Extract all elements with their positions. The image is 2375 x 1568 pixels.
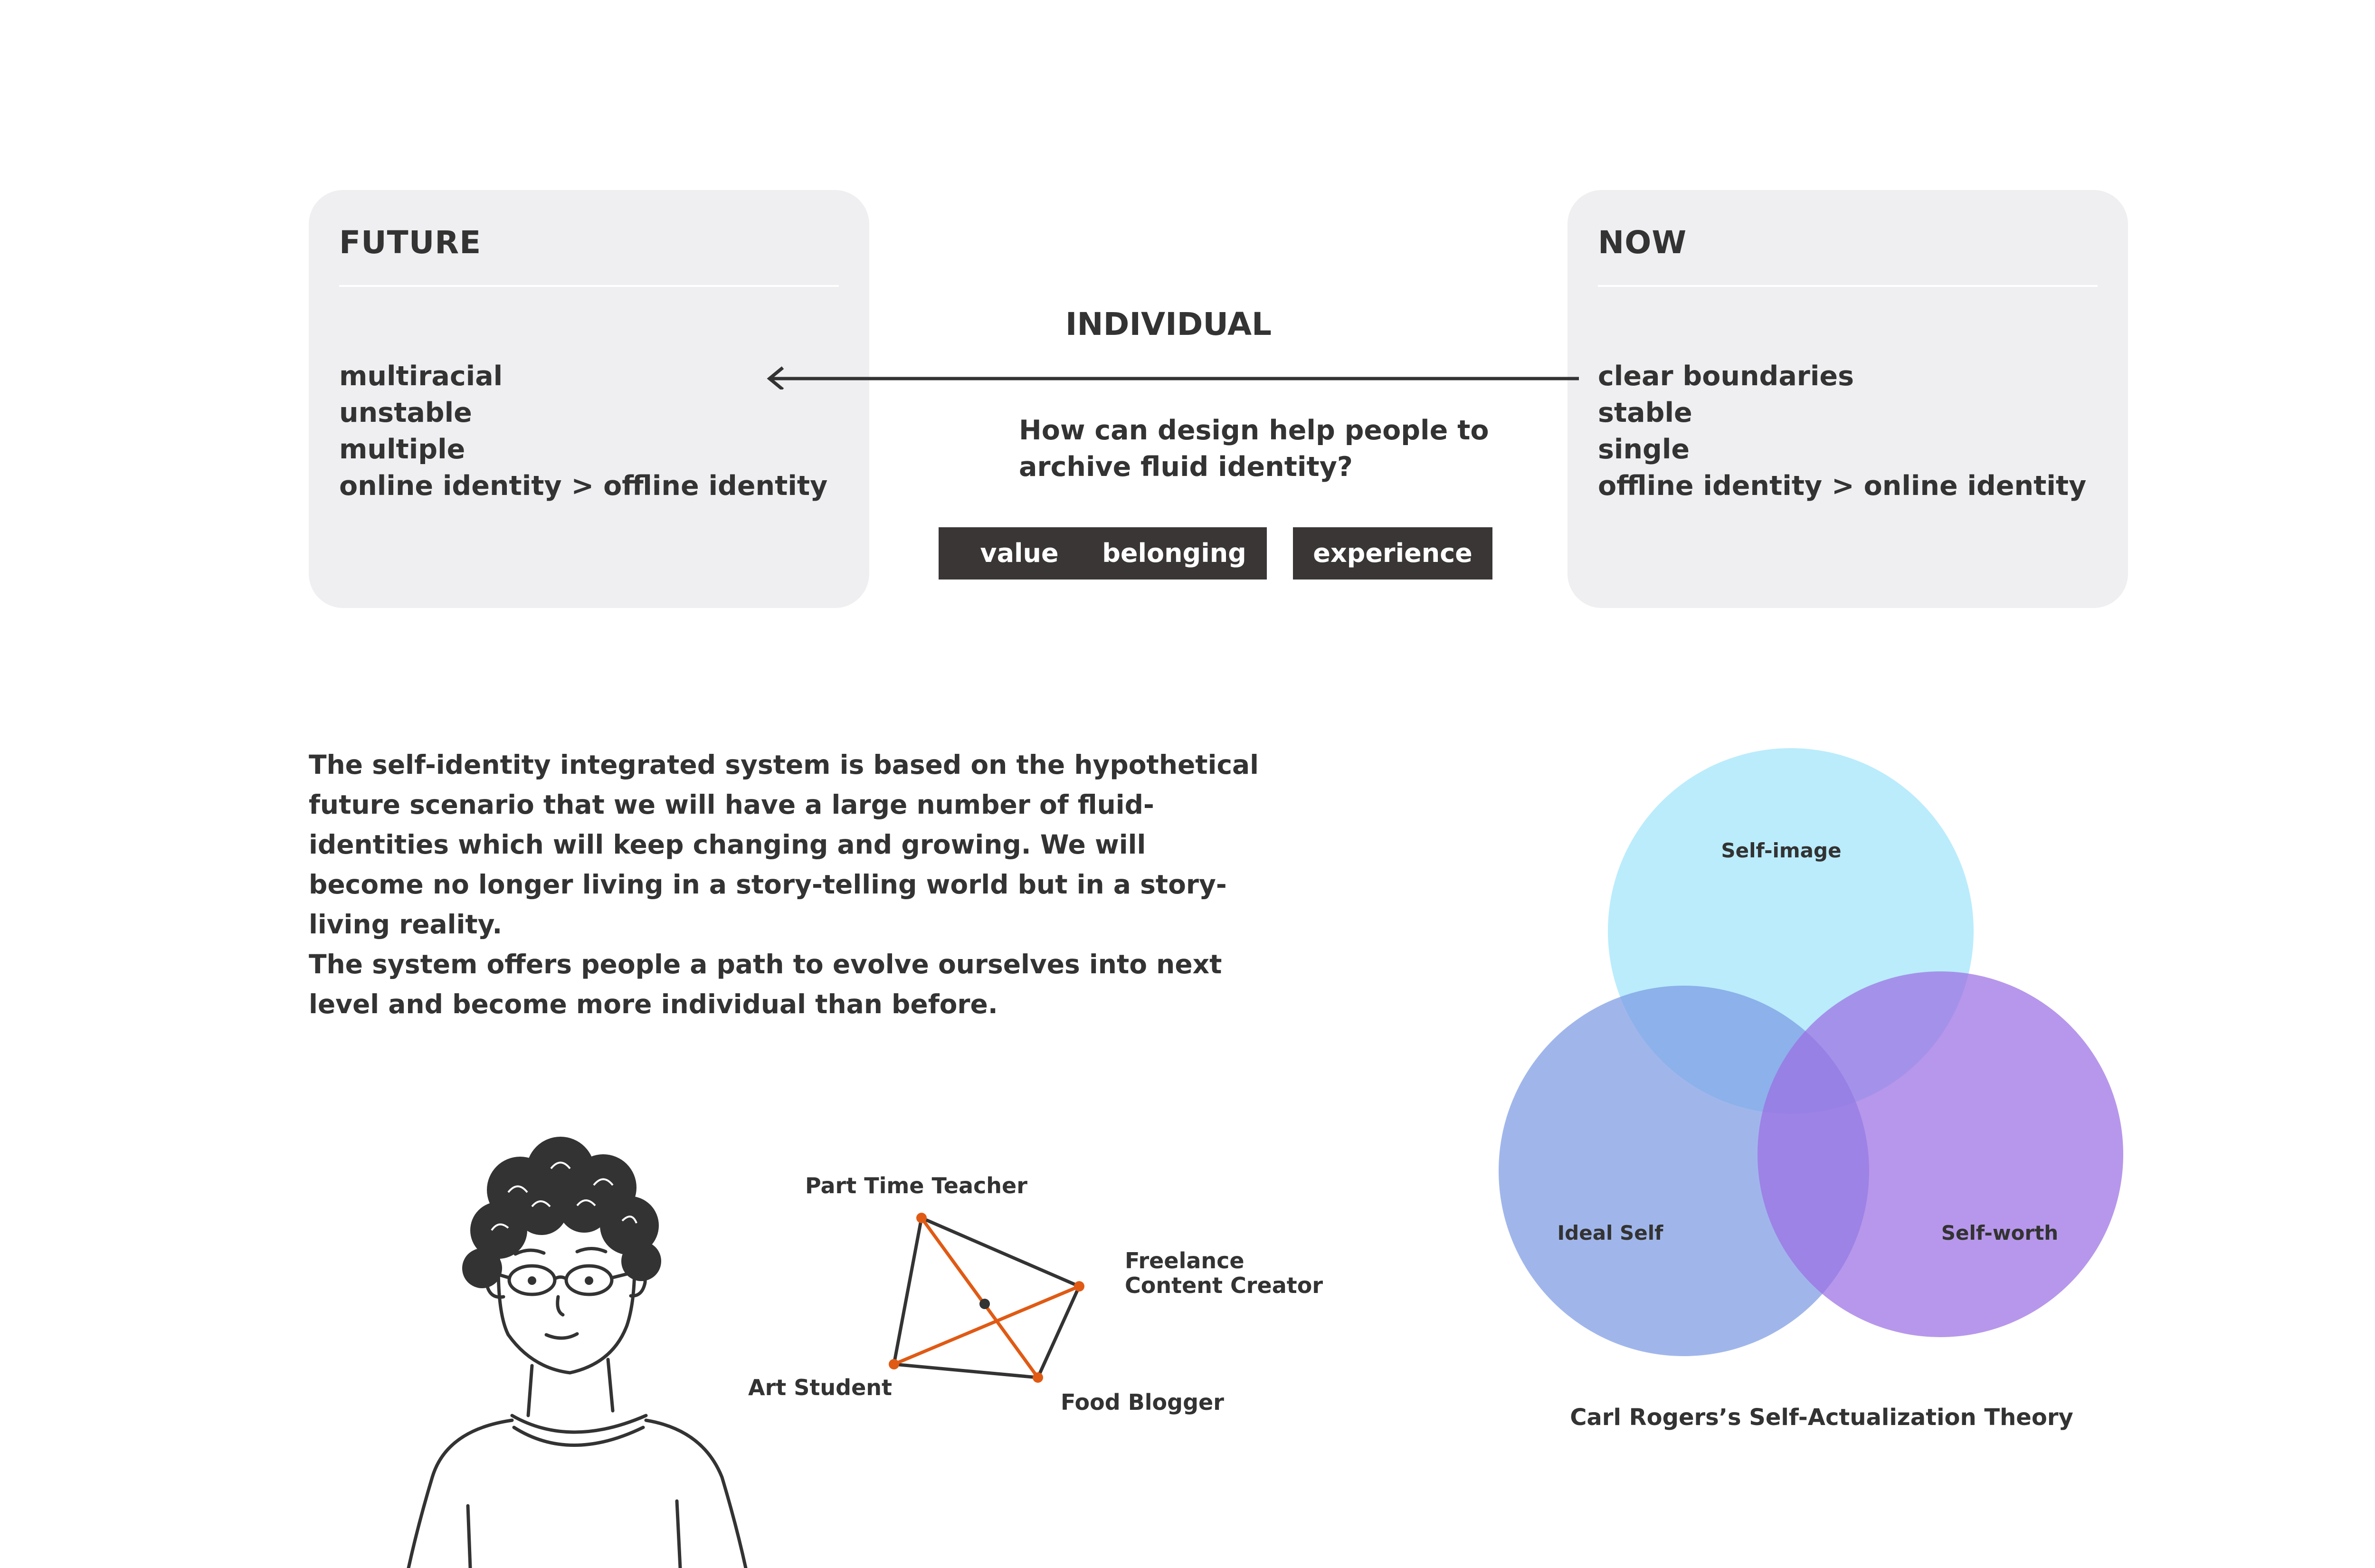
tag-belonging: belonging bbox=[1082, 527, 1267, 580]
label-part-time-teacher: Part Time Teacher bbox=[805, 1173, 1027, 1198]
description-paragraph: The system offers people a path to evolve ourselves into next level and become more individual than before. bbox=[309, 949, 1222, 1019]
now-item: single bbox=[1598, 434, 1690, 465]
venn-diagram bbox=[1472, 732, 2171, 1397]
question-line: How can design help people to bbox=[1019, 415, 1489, 446]
venn-caption: Carl Rogers’s Self-Actualization Theory bbox=[1570, 1404, 2073, 1431]
future-item: multiracial bbox=[339, 361, 503, 392]
node-part-time-teacher bbox=[916, 1213, 927, 1223]
description-paragraph: The self-identity integrated system is based on the hypothetical future scenario that we will have a large number of fluid-identities which will keep changing and growing. We will become no longer living in a story-telling world but in a story-living reality. bbox=[309, 750, 1259, 940]
label-content-creator: Content Creator bbox=[1125, 1273, 1323, 1298]
label-food-blogger: Food Blogger bbox=[1061, 1389, 1224, 1415]
identity-graph bbox=[741, 1159, 1340, 1425]
label-self-image: Self-image bbox=[1721, 839, 1842, 862]
description-text bbox=[309, 745, 1259, 1024]
identity-link bbox=[894, 1286, 1079, 1364]
node-food-blogger bbox=[1033, 1372, 1043, 1383]
question-line: archive fluid identity? bbox=[1019, 451, 1353, 483]
individual-title: INDIVIDUAL bbox=[1065, 306, 1272, 342]
center-node bbox=[979, 1299, 990, 1309]
now-item: stable bbox=[1598, 397, 1692, 428]
label-freelance: Freelance bbox=[1125, 1248, 1244, 1273]
now-card-divider bbox=[1598, 285, 2098, 287]
label-ideal-self: Ideal Self bbox=[1557, 1221, 1663, 1245]
future-card bbox=[309, 190, 869, 608]
now-card bbox=[1568, 190, 2128, 608]
future-card-title: FUTURE bbox=[339, 224, 482, 261]
future-item: unstable bbox=[339, 397, 472, 428]
hair bbox=[462, 1137, 661, 1288]
future-item: multiple bbox=[339, 434, 466, 465]
circle-self-worth bbox=[1758, 971, 2123, 1337]
now-item: offline identity > online identity bbox=[1598, 470, 2087, 502]
node-art-student bbox=[889, 1359, 899, 1369]
now-item: clear boundaries bbox=[1598, 361, 1854, 392]
label-self-worth: Self-worth bbox=[1941, 1221, 2059, 1245]
tag-value: value bbox=[939, 527, 1100, 580]
label-art-student: Art Student bbox=[748, 1375, 893, 1400]
future-item: online identity > offline identity bbox=[339, 470, 828, 502]
now-card-title: NOW bbox=[1598, 224, 1687, 261]
node-freelance-content-creator bbox=[1074, 1281, 1084, 1292]
now-card-list bbox=[1598, 358, 2098, 504]
transition-arrow bbox=[760, 361, 1586, 390]
future-card-divider bbox=[339, 285, 839, 287]
tag-experience: experience bbox=[1293, 527, 1492, 580]
design-question bbox=[1019, 412, 1489, 485]
